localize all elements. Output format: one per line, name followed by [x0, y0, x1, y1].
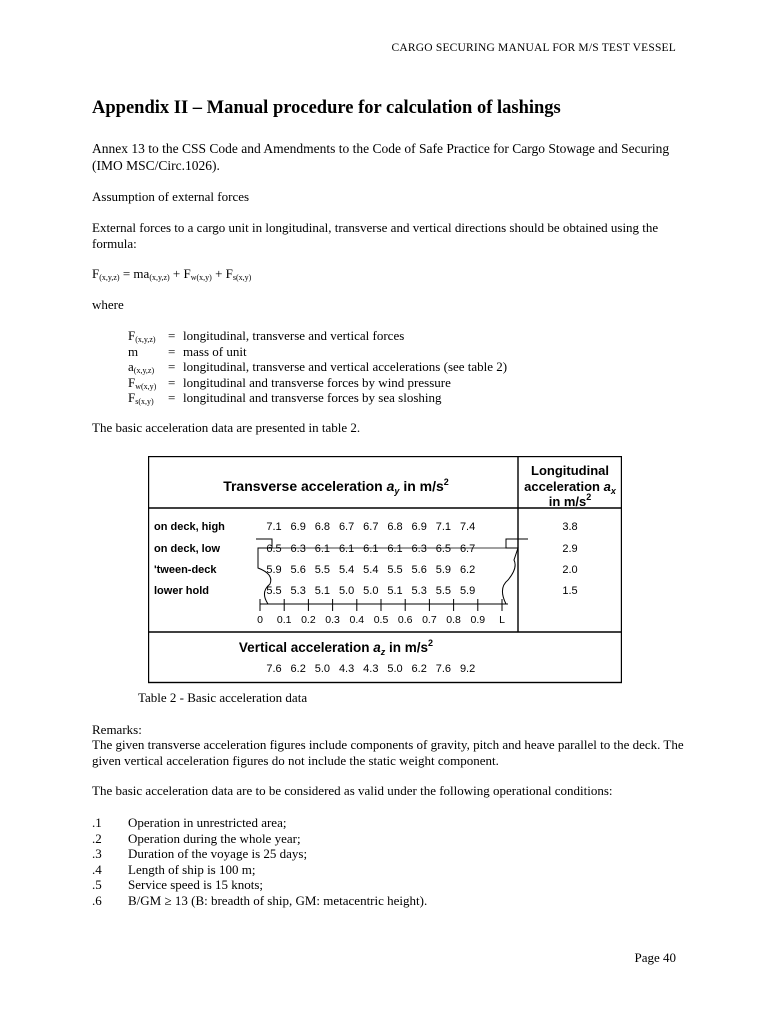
row-label: lower hold: [154, 585, 209, 597]
table-cell: 6.9: [411, 521, 427, 533]
definition-row: $F_{(x,y,z)}$ = longitudinal, transverse and vertical forces: [128, 328, 405, 344]
conditions-list: [92, 815, 427, 909]
table-cell: 5.0: [338, 585, 355, 597]
page-number: Page 40: [634, 950, 676, 965]
definitions-list: [128, 328, 507, 406]
table-cell: 6.1: [363, 543, 379, 555]
table-cell: 6.7: [363, 521, 379, 533]
vertical-cell: 4.3: [338, 663, 355, 675]
row-label: 'tween-deck: [154, 564, 217, 576]
position-label: 0.6: [397, 614, 413, 626]
list-item: .6 B/GM ≥ 13 (B: breadth of ship, GM: metacentric height).: [92, 892, 428, 908]
vertical-cell: 4.3: [363, 663, 379, 675]
table-cell: 6.8: [387, 521, 403, 533]
basic-data-paragraph: The basic acceleration data are presented in table 2.: [92, 420, 361, 435]
longitudinal-header-line2: acceleration $a_x$: [524, 479, 616, 496]
definition-row: m = mass of unit: [128, 343, 247, 359]
table-cell: 6.8: [314, 521, 331, 533]
page-title: Appendix II – Manual procedure for calculation of lashings: [92, 98, 561, 118]
position-label: 0: [257, 614, 263, 626]
longitudinal-cell: 1.5: [562, 585, 578, 597]
vertical-cell: 7.6: [266, 663, 282, 675]
table-cell: 5.4: [338, 564, 355, 576]
table-cell: 6.7: [338, 521, 355, 533]
position-label: 0.4: [349, 614, 365, 626]
table-cell: 5.0: [363, 585, 379, 597]
longitudinal-header-line3: in $m/s^2$: [548, 492, 592, 509]
table-cell: 6.3: [290, 543, 306, 555]
list-item: .1 Operation in unrestricted area;: [92, 815, 287, 830]
row-label: on deck, high: [154, 521, 225, 533]
longitudinal-cell: 2.0: [562, 564, 578, 576]
remarks-heading: Remarks:: [92, 722, 142, 737]
table-cell: 6.3: [411, 543, 427, 555]
table-cell: 5.1: [314, 585, 331, 597]
table-cell: 7.4: [459, 521, 476, 533]
definition-row: $F_{w(x,y)}$ = longitudinal and transverse forces by wind pressure: [128, 374, 451, 391]
position-label: 0.1: [276, 614, 292, 626]
remarks-paragraph: The given transverse acceleration figures include components of gravity, pitch and heave parallel to the deck. The given vertical acceleration figures do not include the static weight component.: [92, 737, 684, 768]
where-label: where: [92, 297, 124, 312]
table-cell: 5.4: [363, 564, 379, 576]
position-label: 0.5: [373, 614, 389, 626]
formula: $F_{(x,y,z)} = ma_{(x,y,z)} + F_{w(x,y)} + F_{s(x,y)}$: [92, 266, 252, 282]
table-cell: 5.9: [266, 564, 282, 576]
table-cell: 7.1: [266, 521, 282, 533]
position-label: 0.3: [325, 614, 340, 626]
acceleration-table-svg: [148, 456, 622, 684]
table-cell: 5.5: [435, 585, 452, 597]
transverse-header: Transverse acceleration $a_y$ in $m/s^2$: [223, 477, 449, 496]
vertical-cell: 6.2: [411, 663, 427, 675]
row-label: on deck, low: [154, 543, 221, 555]
table-cell: 7.1: [435, 521, 452, 533]
vertical-cell: 5.0: [314, 663, 331, 675]
table-caption: Table 2 - Basic acceleration data: [138, 690, 308, 705]
position-label: L: [499, 614, 505, 626]
vertical-values: [266, 663, 475, 675]
table-cell: 6.5: [266, 543, 282, 555]
table-cell: 6.7: [459, 543, 476, 555]
intro-paragraph: Annex 13 to the CSS Code and Amendments to the Code of Safe Practice for Cargo Stowage and Securing (IMO MSC/Circ.1026).: [92, 141, 670, 173]
table-cell: 5.9: [435, 564, 452, 576]
position-label: 0.8: [446, 614, 461, 626]
table-cell: 5.1: [387, 585, 403, 597]
table-cell: 6.1: [387, 543, 403, 555]
position-label: 0.9: [470, 614, 486, 626]
table-cell: 6.9: [290, 521, 306, 533]
table-cell: 5.5: [266, 585, 282, 597]
position-label: 0.2: [301, 614, 316, 626]
table-cell: 5.6: [290, 564, 306, 576]
table-cell: 5.9: [459, 585, 476, 597]
table-cell: 5.5: [387, 564, 403, 576]
vertical-cell: 9.2: [459, 663, 476, 675]
list-item: .4 Length of ship is 100 m;: [92, 861, 256, 877]
vertical-header: Vertical acceleration $a_z$ in $m/s^2$: [238, 638, 434, 657]
position-label: 0.7: [422, 614, 437, 626]
list-item: .5 Service speed is 15 knots;: [92, 877, 264, 893]
table-cell: 5.5: [314, 564, 331, 576]
table-cell: 6.2: [459, 564, 476, 576]
list-item: .3 Duration of the voyage is 25 days;: [92, 846, 308, 862]
vertical-cell: 5.0: [387, 663, 403, 675]
list-item: .2 Operation during the whole year;: [92, 830, 301, 846]
vertical-cell: 6.2: [290, 663, 306, 675]
running-header: CARGO SECURING MANUAL FOR M/S TEST VESSEL: [391, 42, 676, 54]
vertical-cell: 7.6: [435, 663, 452, 675]
table-cell: 5.3: [290, 585, 306, 597]
assumption-heading: Assumption of external forces: [92, 189, 250, 204]
table-cell: 6.5: [435, 543, 452, 555]
table-cell: 6.1: [338, 543, 355, 555]
longitudinal-cell: 2.9: [562, 543, 578, 555]
table-cell: 5.3: [411, 585, 427, 597]
external-forces-paragraph: External forces to a cargo unit in longitudinal, transverse and vertical directions should be obtained using the formula:: [92, 220, 659, 251]
validity-paragraph: The basic acceleration data are to be considered as valid under the following operational conditions:: [92, 783, 613, 798]
definition-row: $a_{(x,y,z)}$ = longitudinal, transverse and vertical accelerations (see table 2): [128, 359, 508, 375]
longitudinal-cell: 3.8: [562, 521, 578, 533]
longitudinal-header-line1: Longitudinal: [531, 463, 609, 478]
definition-row: $F_{s(x,y)}$ = longitudinal and transverse forces by sea sloshing: [128, 390, 442, 406]
table-cell: 6.1: [314, 543, 331, 555]
table-cell: 5.6: [411, 564, 427, 576]
acceleration-table-figure: [148, 456, 622, 684]
